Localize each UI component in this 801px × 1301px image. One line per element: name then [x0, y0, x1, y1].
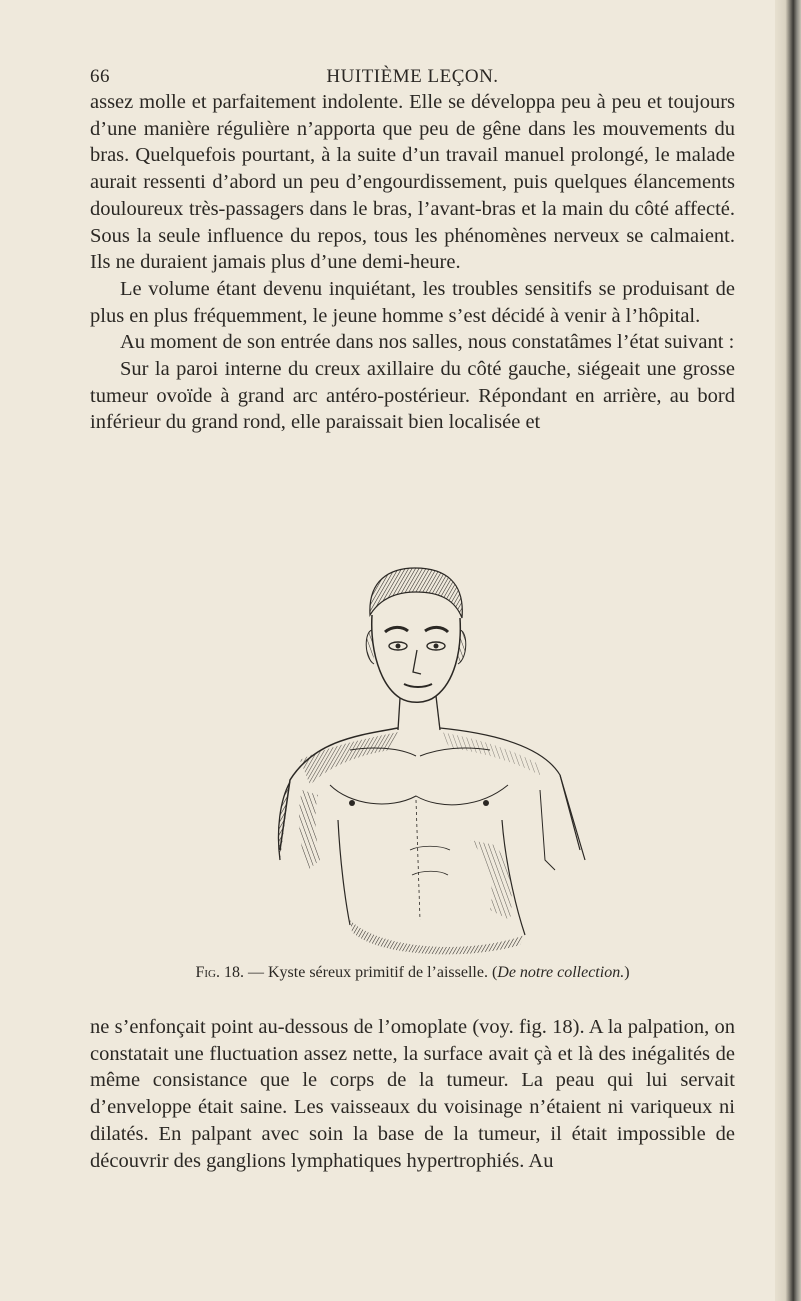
- body-text-top: [90, 89, 735, 436]
- paragraph: ne s’enfonçait point au-dessous de l’omoplate (voy. fig. 18). A la palpation, on constatait une fluctuation assez nette, la surface avait çà et là des inégalités de même consistance que le corps de la tumeur. La peau qui lui servait d’enveloppe était saine. Les vaisseaux du voisinage n’étaient ni variqueux ni dilatés. En palpant avec soin la base de la tumeur, il était impossible de découvrir des ganglions lymphatiques hypertrophiés. Au: [90, 1016, 735, 1172]
- figure-caption: [90, 964, 735, 982]
- paragraph: assez molle et parfaitement indolente. Elle se développa peu à peu et toujours d’une manière régulière n’apporta que peu de gêne dans les mouvements du bras. Quelquefois pourtant, à la suite d’un travail manuel prolongé, le malade aurait ressenti d’abord un peu d’engourdissement, puis quelques élancements douloureux très-passagers dans le bras, l’avant-bras et la main du côté affecté. Sous la seule influence du repos, tous les phénomènes nerveux se calmaient. Ils ne duraient jamais plus d’une demi-heure.: [90, 91, 735, 274]
- figure-label: Fig. 18.: [195, 964, 244, 981]
- caption-source: De notre collection.: [497, 964, 625, 981]
- page-edge-shadow: [775, 0, 801, 1301]
- figure-engraving: [240, 560, 600, 960]
- body-text-bottom: [90, 1014, 735, 1174]
- caption-close: ): [624, 964, 630, 981]
- caption-text: — Kyste séreux primitif de l’aisselle. (: [244, 964, 498, 981]
- paragraph: Le volume étant devenu inquiétant, les troubles sensitifs se produisant de plus en plus fréquemment, le jeune homme s’est décidé à venir à l’hôpital.: [90, 277, 735, 327]
- paragraph: Au moment de son entrée dans nos salles, nous constatâmes l’état suivant :: [120, 331, 735, 354]
- paragraph: Sur la paroi interne du creux axillaire du côté gauche, siégeait une grosse tumeur ovoïde à grand arc antéro-postérieur. Répondant en arrière, au bord inférieur du grand rond, elle paraissait bien localisée et: [90, 358, 735, 434]
- torso-engraving-illustration: [240, 560, 600, 960]
- page-number: 66: [90, 66, 110, 87]
- running-title: HUITIÈME LEÇON.: [326, 66, 499, 87]
